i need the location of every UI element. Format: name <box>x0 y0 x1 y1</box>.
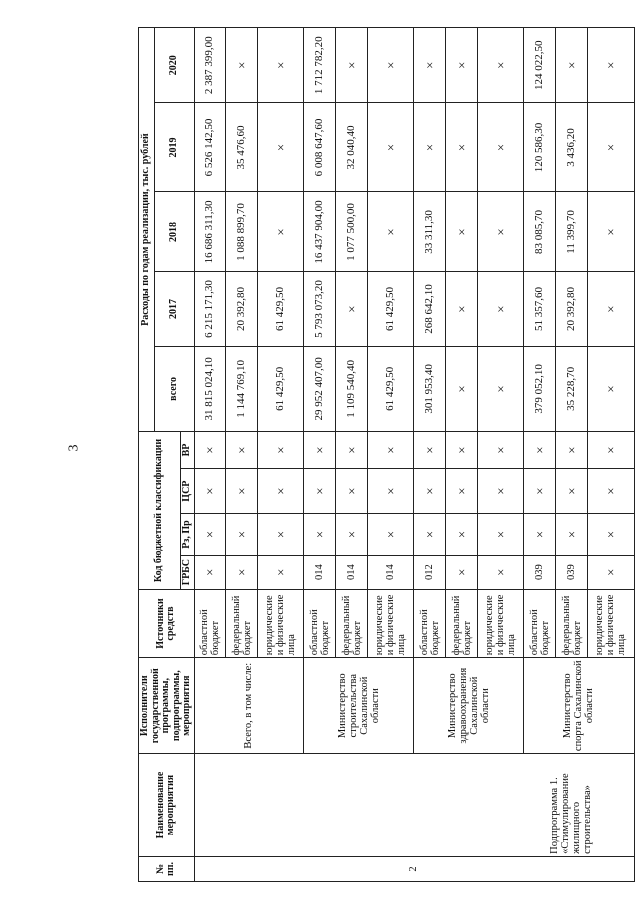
total-cell: 61 429,50 <box>368 346 414 432</box>
y2017-cell: 268 642,10 <box>414 272 446 346</box>
y2019-cell: 32 040,40 <box>336 103 368 192</box>
y2017-cell: 6 215 171,30 <box>194 272 226 346</box>
rzpr-cell: × <box>258 514 304 555</box>
total-cell: 1 109 540,40 <box>336 346 368 432</box>
y2020-cell: 2 387 399,00 <box>194 28 226 103</box>
y2019-cell: 6 008 647,60 <box>304 103 336 192</box>
total-cell: × <box>446 346 478 432</box>
executor-cell: Министерство здравоохранения Сахалинской области <box>414 658 524 754</box>
table-row <box>524 28 556 882</box>
y2019-cell: 3 436,20 <box>556 103 588 192</box>
total-cell: 35 228,70 <box>556 346 588 432</box>
y2018-cell: × <box>478 192 524 272</box>
vr-cell: × <box>524 432 556 469</box>
source-cell: юридические и физические лица <box>478 589 524 657</box>
grbs-cell: × <box>258 555 304 589</box>
y2017-cell: 20 392,80 <box>556 272 588 346</box>
vr-cell: × <box>446 432 478 469</box>
y2018-cell: × <box>446 192 478 272</box>
rzpr-cell: × <box>446 514 478 555</box>
rzpr-cell: × <box>478 514 524 555</box>
rzpr-cell: × <box>336 514 368 555</box>
y2018-cell: 16 437 904,00 <box>304 192 336 272</box>
y2019-cell: × <box>446 103 478 192</box>
y2019-cell: × <box>258 103 304 192</box>
y2019-cell: 35 476,60 <box>226 103 258 192</box>
source-cell: областной бюджет <box>524 589 556 657</box>
source-cell: областной бюджет <box>194 589 226 657</box>
header-num: № пп. <box>139 856 195 881</box>
header-expenses: Расходы по годам реализации, тыс. рублей <box>139 28 155 432</box>
rzpr-cell: × <box>368 514 414 555</box>
vr-cell: × <box>194 432 226 469</box>
executor-cell: Министерство спорта Сахалинской области <box>524 658 634 754</box>
rzpr-cell: × <box>304 514 336 555</box>
y2020-cell: × <box>336 28 368 103</box>
rotated-page <box>138 27 628 882</box>
total-cell: 61 429,50 <box>258 346 304 432</box>
total-cell: × <box>588 346 634 432</box>
y2017-cell: 5 793 073,20 <box>304 272 336 346</box>
csr-cell: × <box>226 468 258 514</box>
csr-cell: × <box>194 468 226 514</box>
total-cell: 31 815 024,10 <box>194 346 226 432</box>
header-grbs: ГРБС <box>180 555 194 589</box>
expense-table <box>138 27 635 882</box>
y2019-cell: × <box>588 103 634 192</box>
y2017-cell: × <box>446 272 478 346</box>
csr-cell: × <box>414 468 446 514</box>
header-2019: 2019 <box>155 103 195 192</box>
total-cell: 29 952 407,00 <box>304 346 336 432</box>
rzpr-cell: × <box>588 514 634 555</box>
vr-cell: × <box>478 432 524 469</box>
grbs-cell: 012 <box>414 555 446 589</box>
table-row <box>194 28 226 882</box>
y2017-cell: × <box>588 272 634 346</box>
y2020-cell: × <box>588 28 634 103</box>
csr-cell: × <box>336 468 368 514</box>
y2018-cell: 1 077 500,00 <box>336 192 368 272</box>
csr-cell: × <box>258 468 304 514</box>
vr-cell: × <box>258 432 304 469</box>
y2017-cell: 61 429,50 <box>368 272 414 346</box>
y2020-cell: × <box>258 28 304 103</box>
grbs-cell: 039 <box>524 555 556 589</box>
grbs-cell: × <box>194 555 226 589</box>
y2020-cell: × <box>556 28 588 103</box>
header-budget-code: Код бюджетной классификации <box>139 432 181 590</box>
page-number: 3 <box>66 444 82 452</box>
table-row <box>304 28 336 882</box>
header-2017: 2017 <box>155 272 195 346</box>
header-vr: ВР <box>180 432 194 469</box>
header-name: Наименование мероприятия <box>139 754 195 857</box>
y2018-cell: × <box>368 192 414 272</box>
vr-cell: × <box>336 432 368 469</box>
program-name: Подпрограмма 1. «Стимулирование жилищного строительства» <box>194 754 634 857</box>
source-cell: федеральный бюджет <box>556 589 588 657</box>
y2019-cell: × <box>478 103 524 192</box>
y2020-cell: × <box>368 28 414 103</box>
header-2020: 2020 <box>155 28 195 103</box>
header-source: Источники средств <box>139 589 195 657</box>
csr-cell: × <box>446 468 478 514</box>
y2020-cell: 124 022,50 <box>524 28 556 103</box>
grbs-cell: × <box>446 555 478 589</box>
grbs-cell: 014 <box>368 555 414 589</box>
y2020-cell: × <box>478 28 524 103</box>
y2018-cell: 16 686 311,30 <box>194 192 226 272</box>
header-rzpr: Рз, Пр <box>180 514 194 555</box>
y2018-cell: × <box>588 192 634 272</box>
grbs-cell: 039 <box>556 555 588 589</box>
row-number: 2 <box>194 856 634 881</box>
source-cell: областной бюджет <box>304 589 336 657</box>
y2018-cell: 11 399,70 <box>556 192 588 272</box>
executor-cell: Всего, в том числе: <box>194 658 304 754</box>
source-cell: федеральный бюджет <box>226 589 258 657</box>
total-cell: 301 953,40 <box>414 346 446 432</box>
source-cell: областной бюджет <box>414 589 446 657</box>
y2019-cell: 120 586,30 <box>524 103 556 192</box>
source-cell: юридические и физические лица <box>258 589 304 657</box>
csr-cell: × <box>304 468 336 514</box>
y2018-cell: 33 311,30 <box>414 192 446 272</box>
rzpr-cell: × <box>414 514 446 555</box>
source-cell: федеральный бюджет <box>446 589 478 657</box>
y2017-cell: × <box>336 272 368 346</box>
rzpr-cell: × <box>194 514 226 555</box>
header-total: всего <box>155 346 195 432</box>
csr-cell: × <box>524 468 556 514</box>
source-cell: юридические и физические лица <box>368 589 414 657</box>
y2017-cell: 61 429,50 <box>258 272 304 346</box>
grbs-cell: × <box>226 555 258 589</box>
y2019-cell: × <box>414 103 446 192</box>
table-row <box>414 28 446 882</box>
y2017-cell: × <box>478 272 524 346</box>
source-cell: федеральный бюджет <box>336 589 368 657</box>
header-2018: 2018 <box>155 192 195 272</box>
y2019-cell: 6 526 142,50 <box>194 103 226 192</box>
total-cell: 379 052,10 <box>524 346 556 432</box>
y2020-cell: 1 712 782,20 <box>304 28 336 103</box>
vr-cell: × <box>588 432 634 469</box>
csr-cell: × <box>478 468 524 514</box>
y2018-cell: 1 088 899,70 <box>226 192 258 272</box>
rzpr-cell: × <box>226 514 258 555</box>
header-csr: ЦСР <box>180 468 194 514</box>
y2020-cell: × <box>226 28 258 103</box>
y2017-cell: 51 357,60 <box>524 272 556 346</box>
vr-cell: × <box>414 432 446 469</box>
executor-cell: Министерство строительства Сахалинской области <box>304 658 414 754</box>
grbs-cell: × <box>588 555 634 589</box>
csr-cell: × <box>588 468 634 514</box>
vr-cell: × <box>304 432 336 469</box>
rzpr-cell: × <box>556 514 588 555</box>
grbs-cell: 014 <box>336 555 368 589</box>
vr-cell: × <box>368 432 414 469</box>
y2018-cell: × <box>258 192 304 272</box>
grbs-cell: × <box>478 555 524 589</box>
total-cell: × <box>478 346 524 432</box>
csr-cell: × <box>556 468 588 514</box>
y2020-cell: × <box>414 28 446 103</box>
y2020-cell: × <box>446 28 478 103</box>
y2017-cell: 20 392,80 <box>226 272 258 346</box>
vr-cell: × <box>556 432 588 469</box>
vr-cell: × <box>226 432 258 469</box>
y2019-cell: × <box>368 103 414 192</box>
y2018-cell: 83 085,70 <box>524 192 556 272</box>
grbs-cell: 014 <box>304 555 336 589</box>
total-cell: 1 144 769,10 <box>226 346 258 432</box>
rzpr-cell: × <box>524 514 556 555</box>
csr-cell: × <box>368 468 414 514</box>
header-executor: Исполнители государственной программы, подпрограммы, мероприятия <box>139 658 195 754</box>
source-cell: юридические и физические лица <box>588 589 634 657</box>
